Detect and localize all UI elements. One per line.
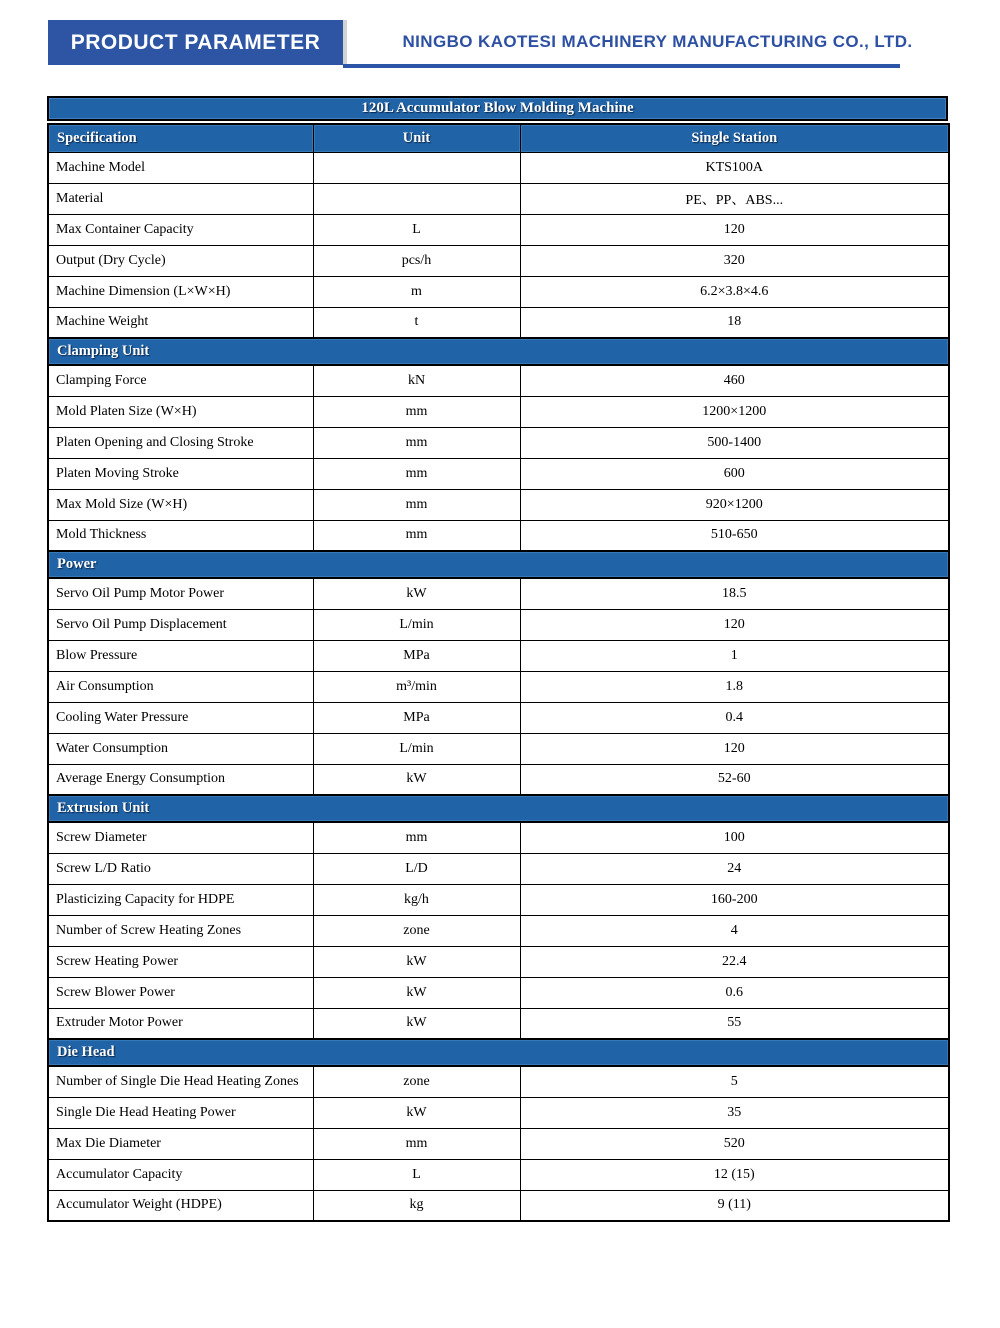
spec-cell: Material	[48, 183, 313, 214]
unit-cell: m	[313, 276, 520, 307]
value-cell: 160-200	[520, 884, 949, 915]
spec-cell: Platen Opening and Closing Stroke	[48, 427, 313, 458]
table-row	[48, 245, 949, 276]
table-title: 120L Accumulator Blow Molding Machine	[47, 96, 948, 121]
unit-cell: zone	[313, 915, 520, 946]
value-cell: 520	[520, 1128, 949, 1159]
value-cell: 100	[520, 822, 949, 853]
table-row	[48, 152, 949, 183]
table-row	[48, 1066, 949, 1097]
spec-cell: Mold Thickness	[48, 520, 313, 551]
spec-cell: Mold Platen Size (W×H)	[48, 396, 313, 427]
spec-cell: Output (Dry Cycle)	[48, 245, 313, 276]
unit-cell: mm	[313, 822, 520, 853]
spec-cell: Clamping Force	[48, 365, 313, 396]
spec-cell: Servo Oil Pump Motor Power	[48, 578, 313, 609]
spec-cell: Max Mold Size (W×H)	[48, 489, 313, 520]
spec-cell: Screw Blower Power	[48, 977, 313, 1008]
unit-cell: kg/h	[313, 884, 520, 915]
table-row	[48, 884, 949, 915]
spec-cell: Number of Screw Heating Zones	[48, 915, 313, 946]
unit-cell: L/min	[313, 733, 520, 764]
value-cell: 6.2×3.8×4.6	[520, 276, 949, 307]
unit-cell: L	[313, 1159, 520, 1190]
section-header-row	[48, 1039, 949, 1066]
unit-cell: m³/min	[313, 671, 520, 702]
value-cell: 460	[520, 365, 949, 396]
spec-cell: Number of Single Die Head Heating Zones	[48, 1066, 313, 1097]
section-header-row	[48, 795, 949, 822]
table-row	[48, 365, 949, 396]
unit-cell: kN	[313, 365, 520, 396]
unit-cell: kg	[313, 1190, 520, 1221]
value-cell: 600	[520, 458, 949, 489]
unit-cell: kW	[313, 1008, 520, 1039]
spec-table	[47, 96, 948, 1222]
unit-cell: pcs/h	[313, 245, 520, 276]
value-cell: 120	[520, 733, 949, 764]
column-header-specification: Specification	[48, 124, 313, 152]
table-row	[48, 183, 949, 214]
value-cell: 52-60	[520, 764, 949, 795]
unit-cell: kW	[313, 764, 520, 795]
table-row	[48, 977, 949, 1008]
spec-cell: Single Die Head Heating Power	[48, 1097, 313, 1128]
unit-cell: MPa	[313, 702, 520, 733]
section-title: Die Head	[48, 1039, 949, 1066]
spec-cell: Machine Dimension (L×W×H)	[48, 276, 313, 307]
table-row	[48, 609, 949, 640]
value-cell: 5	[520, 1066, 949, 1097]
value-cell: 9 (11)	[520, 1190, 949, 1221]
value-cell: 500-1400	[520, 427, 949, 458]
spec-cell: Cooling Water Pressure	[48, 702, 313, 733]
unit-cell: mm	[313, 458, 520, 489]
spec-cell: Plasticizing Capacity for HDPE	[48, 884, 313, 915]
table-row	[48, 853, 949, 884]
unit-cell: L/D	[313, 853, 520, 884]
value-cell: 120	[520, 609, 949, 640]
unit-cell: kW	[313, 1097, 520, 1128]
section-title: Power	[48, 551, 949, 578]
table-row	[48, 1159, 949, 1190]
spec-table-body	[48, 152, 949, 1221]
unit-cell	[313, 183, 520, 214]
spec-cell: Machine Weight	[48, 307, 313, 338]
spec-cell: Max Die Diameter	[48, 1128, 313, 1159]
spec-cell: Machine Model	[48, 152, 313, 183]
unit-cell: kW	[313, 977, 520, 1008]
table-row	[48, 702, 949, 733]
value-cell: 0.6	[520, 977, 949, 1008]
section-title: Extrusion Unit	[48, 795, 949, 822]
unit-cell: MPa	[313, 640, 520, 671]
value-cell: 920×1200	[520, 489, 949, 520]
table-row	[48, 1097, 949, 1128]
spec-cell: Accumulator Weight (HDPE)	[48, 1190, 313, 1221]
table-row	[48, 578, 949, 609]
spec-cell: Screw L/D Ratio	[48, 853, 313, 884]
unit-cell: mm	[313, 520, 520, 551]
table-row	[48, 458, 949, 489]
table-row	[48, 946, 949, 977]
unit-cell	[313, 152, 520, 183]
spec-cell: Screw Diameter	[48, 822, 313, 853]
unit-cell: kW	[313, 578, 520, 609]
table-row	[48, 1190, 949, 1221]
value-cell: 320	[520, 245, 949, 276]
table-row	[48, 1008, 949, 1039]
value-cell: 4	[520, 915, 949, 946]
value-cell: KTS100A	[520, 152, 949, 183]
table-row	[48, 733, 949, 764]
spec-cell: Servo Oil Pump Displacement	[48, 609, 313, 640]
table-row	[48, 214, 949, 245]
unit-cell: kW	[313, 946, 520, 977]
unit-cell: mm	[313, 489, 520, 520]
table-row	[48, 1128, 949, 1159]
spec-cell: Water Consumption	[48, 733, 313, 764]
unit-cell: L/min	[313, 609, 520, 640]
value-cell: 1.8	[520, 671, 949, 702]
section-title: Clamping Unit	[48, 338, 949, 365]
table-row	[48, 307, 949, 338]
section-header-row	[48, 551, 949, 578]
brand-box	[48, 20, 343, 65]
spec-cell: Screw Heating Power	[48, 946, 313, 977]
unit-cell: zone	[313, 1066, 520, 1097]
spec-cell: Extruder Motor Power	[48, 1008, 313, 1039]
unit-cell: mm	[313, 396, 520, 427]
unit-cell: t	[313, 307, 520, 338]
value-cell: 55	[520, 1008, 949, 1039]
column-header-unit: Unit	[313, 124, 520, 152]
value-cell: PE、PP、ABS...	[520, 183, 949, 214]
table-row	[48, 822, 949, 853]
page-title: PRODUCT PARAMETER	[70, 30, 321, 54]
spec-cell: Blow Pressure	[48, 640, 313, 671]
header-underline	[343, 64, 900, 68]
spec-cell: Platen Moving Stroke	[48, 458, 313, 489]
table-row	[48, 489, 949, 520]
unit-cell: mm	[313, 1128, 520, 1159]
table-row	[48, 427, 949, 458]
value-cell: 1200×1200	[520, 396, 949, 427]
value-cell: 12 (15)	[520, 1159, 949, 1190]
spec-cell: Average Energy Consumption	[48, 764, 313, 795]
value-cell: 120	[520, 214, 949, 245]
column-header-single-station: Single Station	[520, 124, 949, 152]
table-row	[48, 396, 949, 427]
spec-cell: Max Container Capacity	[48, 214, 313, 245]
table-row	[48, 276, 949, 307]
table-row	[48, 520, 949, 551]
company-name: NINGBO KAOTESI MACHINERY MANUFACTURING CO., LTD.	[402, 31, 913, 51]
value-cell: 24	[520, 853, 949, 884]
table-row	[48, 640, 949, 671]
value-cell: 510-650	[520, 520, 949, 551]
value-cell: 18	[520, 307, 949, 338]
value-cell: 22.4	[520, 946, 949, 977]
table-row	[48, 915, 949, 946]
table-row	[48, 671, 949, 702]
value-cell: 18.5	[520, 578, 949, 609]
value-cell: 35	[520, 1097, 949, 1128]
value-cell: 0.4	[520, 702, 949, 733]
column-header-row	[48, 124, 949, 152]
value-cell: 1	[520, 640, 949, 671]
table-row	[48, 764, 949, 795]
spec-cell: Air Consumption	[48, 671, 313, 702]
section-header-row	[48, 338, 949, 365]
unit-cell: L	[313, 214, 520, 245]
unit-cell: mm	[313, 427, 520, 458]
spec-cell: Accumulator Capacity	[48, 1159, 313, 1190]
